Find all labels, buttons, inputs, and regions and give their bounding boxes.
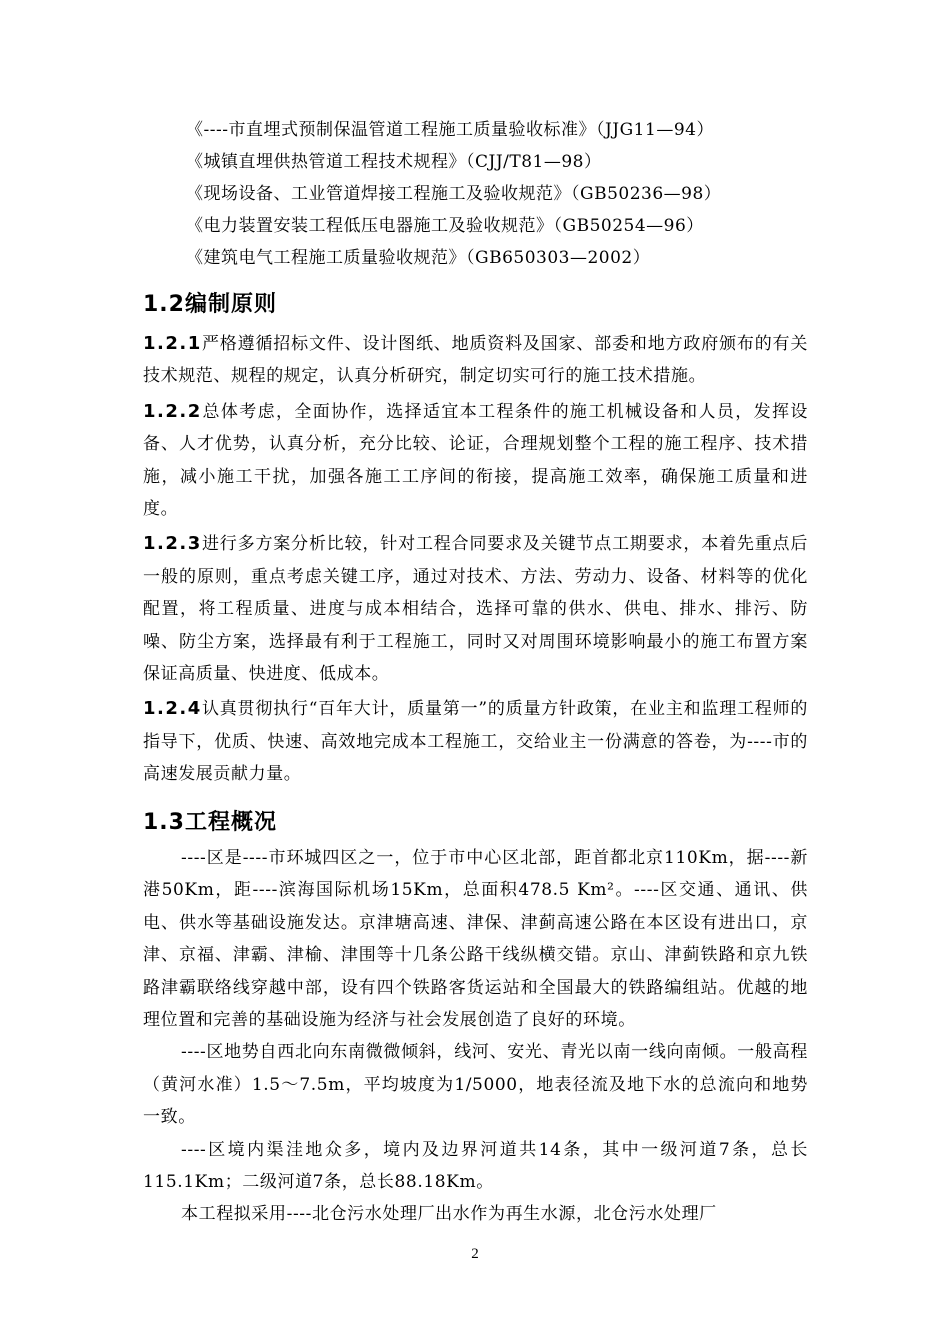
item-text: 进行多方案分析比较，针对工程合同要求及关键节点工期要求，本着先重点后一般的原则，重点考虑关键工序，通过对技术、方法、劳动力、设备、材料等的优化配置，将工程质量、进度与成本相结合，选择可靠的供水、供电、排水、排污、防噪、防尘方案，选择最有利于工程施工，同时又对周围环境影响最小的施工布置方案保证高质量、快进度、低成本。: [143, 534, 808, 685]
overview-paragraph: ----区地势自西北向东南微微倾斜，线河、安光、青光以南一线向南倾。一般高程（黄河水准）1.5～7.5m，平均坡度为1/5000，地表径流及地下水的总流向和地势一致。: [143, 1042, 808, 1128]
overview-paragraph: ----区境内渠洼地众多，境内及边界河道共14条，其中一级河道7条，总长115.1Km；二级河道7条，总长88.18Km。: [143, 1139, 808, 1193]
standards-list: [186, 114, 826, 274]
overview-paragraph: 本工程拟采用----北仓污水处理厂出水作为再生水源，北仓污水处理厂: [181, 1204, 717, 1225]
principle-item: [143, 328, 808, 393]
standard-item: 《电力装置安装工程低压电器施工及验收规范》（GB50254—96）: [186, 216, 704, 236]
section-compilation-principles: [143, 290, 808, 791]
section-project-overview: [143, 808, 808, 1231]
item-number: 1.2.2: [143, 400, 202, 422]
item-text: 严格遵循招标文件、设计图纸、地质资料及国家、部委和地方政府颁布的有关技术规范、规程的规定，认真分析研究，制定切实可行的施工技术措施。: [143, 334, 808, 387]
standard-item: 《----市直埋式预制保温管道工程施工质量验收标准》（JJG11—94）: [186, 120, 714, 140]
overview-paragraph: ----区是----市环城四区之一，位于市中心区北部，距首都北京110Km，据----新港50Km，距----滨海国际机场15Km，总面积478.5 Km²。----区交通、通讯、供电、供水等基础设施发达。京津塘高速、津保、津蓟高速公路在本区设有进出口，京津、京福、津霸、津榆、津围等十几条公路干线纵横交错。京山、津蓟铁路和京九铁路津霸联络线穿越中部，设有四个铁路客货运站和全国最大的铁路编组站。优越的地理位置和完善的基础设施为经济与社会发展创造了良好的环境。: [143, 848, 808, 1031]
item-number: 1.2.3: [143, 533, 202, 555]
principle-item: [143, 693, 808, 790]
item-number: 1.2.4: [143, 698, 202, 720]
page-number: 2: [471, 1246, 479, 1262]
item-number: 1.2.1: [143, 333, 202, 354]
standard-item: 《建筑电气工程施工质量验收规范》（GB650303—2002）: [186, 248, 651, 268]
principle-item: [143, 396, 808, 526]
standard-item: 《现场设备、工业管道焊接工程施工及验收规范》（GB50236—98）: [186, 184, 722, 204]
item-text: 总体考虑，全面协作，选择适宜本工程条件的施工机械设备和人员，发挥设备、人才优势，认真分析，充分比较、论证，合理规划整个工程的施工程序、技术措施，减小施工干扰，加强各施工工序间的衔接，提高施工效率，确保施工质量和进度。: [143, 401, 808, 520]
section-title: 1.3工程概况: [143, 810, 277, 835]
standard-item: 《城镇直埋供热管道工程技术规程》（CJJ/T81—98）: [186, 152, 602, 172]
section-title: 1.2编制原则: [143, 292, 277, 317]
item-text: 认真贯彻执行“百年大计，质量第一”的质量方针政策，在业主和监理工程师的指导下，优质、快速、高效地完成本工程施工，交给业主一份满意的答卷，为----市的高速发展贡献力量。: [143, 699, 808, 785]
principle-item: [143, 528, 808, 690]
